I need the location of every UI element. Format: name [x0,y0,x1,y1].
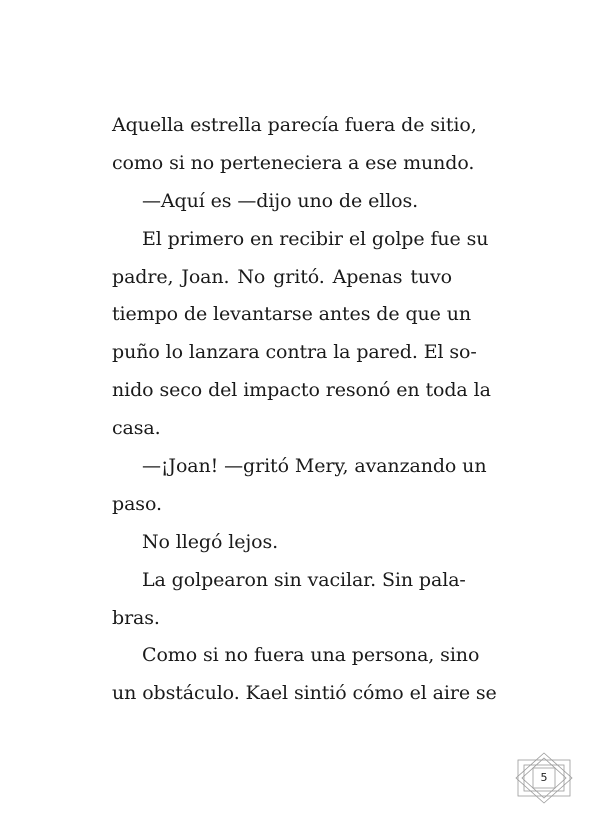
text-line: No llegó lejos. [142,530,279,553]
page-number-ornament [513,752,575,804]
text-line: —Aquí es —dijo uno de ellos. [142,189,419,212]
text-line: como si no perteneciera a ese mundo. [112,151,475,174]
text-line: Aquella estrella parecía fuera de sitio, [112,114,477,136]
text-line: La golpearon sin vacilar. Sin pala- [142,568,466,591]
page-number: 5 [540,771,548,784]
text-line: un obstáculo. Kael sintió cómo el aire se [112,682,497,705]
text-line: El primero en recibir el golpe fue su [142,227,489,250]
text-line: —¡Joan! —gritó Mery, avanzando un [142,455,487,478]
body-text [112,107,497,713]
text-line: padre, Joan. No gritó. Apenas tuvo [112,265,452,288]
text-line: tiempo de levantarse antes de que un [112,303,471,326]
text-line: paso. [112,492,162,515]
text-line: puño lo lanzara contra la pared. El so- [112,341,477,364]
text-line: bras. [112,606,160,629]
text-line: casa. [112,417,161,440]
text-line: Como si no fuera una persona, sino [142,644,480,667]
text-line: nido seco del impacto resonó en toda la [112,379,491,402]
